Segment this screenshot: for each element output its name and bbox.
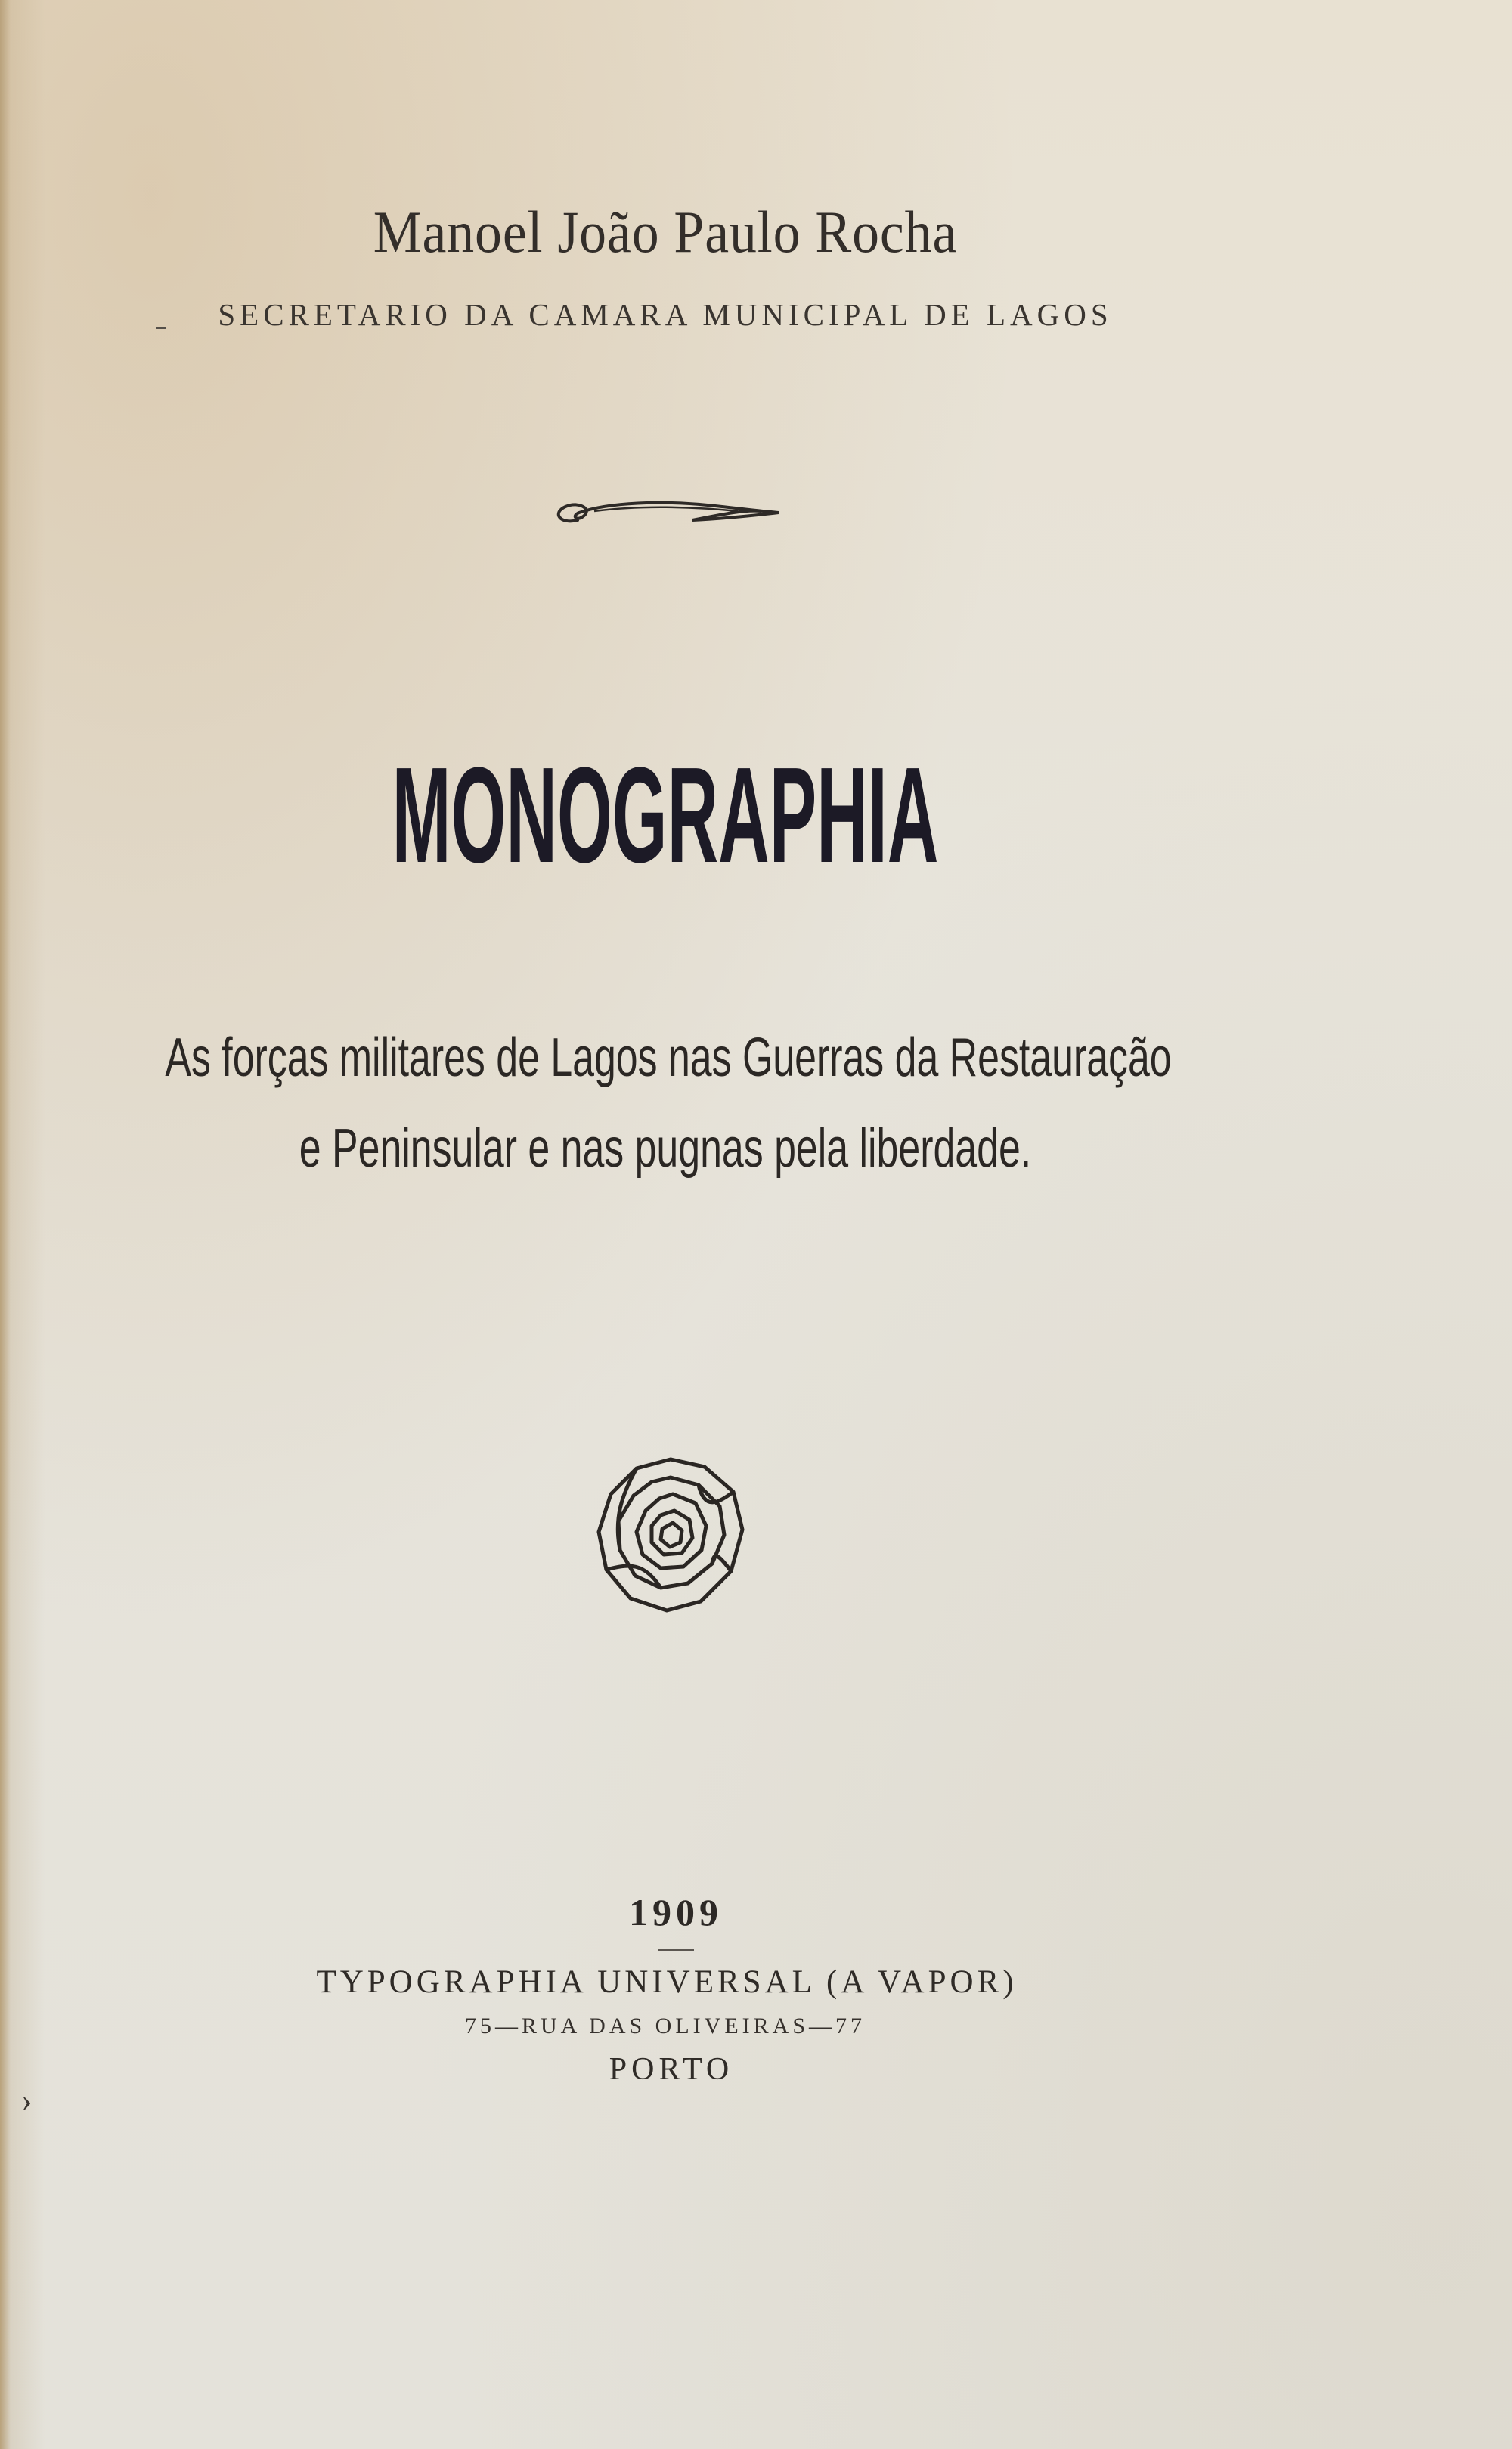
page-edge-mark: › — [21, 2082, 33, 2119]
publication-year: 1909 — [629, 1891, 723, 1933]
page-title: MONOGRAPHIA — [392, 739, 939, 891]
printer-city: PORTO — [609, 2052, 734, 2087]
year-divider — [658, 1949, 694, 1951]
rose-emblem-icon — [591, 1450, 750, 1617]
author-role: SECRETARIO DA CAMARA MUNICIPAL DE LAGOS — [218, 297, 1113, 332]
ornamental-flourish-icon — [549, 490, 783, 532]
printer-name: TYPOGRAPHIA UNIVERSAL (A VAPOR) — [316, 1964, 1018, 2000]
description-line-1: As forças militares de Lagos nas Guerras da Restauração — [165, 1028, 1172, 1088]
printer-address: 75—RUA DAS OLIVEIRAS—77 — [464, 2013, 866, 2038]
description-line-2: e Peninsular e nas pugnas pela liberdade. — [299, 1118, 1032, 1179]
author-name: Manoel João Paulo Rocha — [373, 199, 958, 265]
